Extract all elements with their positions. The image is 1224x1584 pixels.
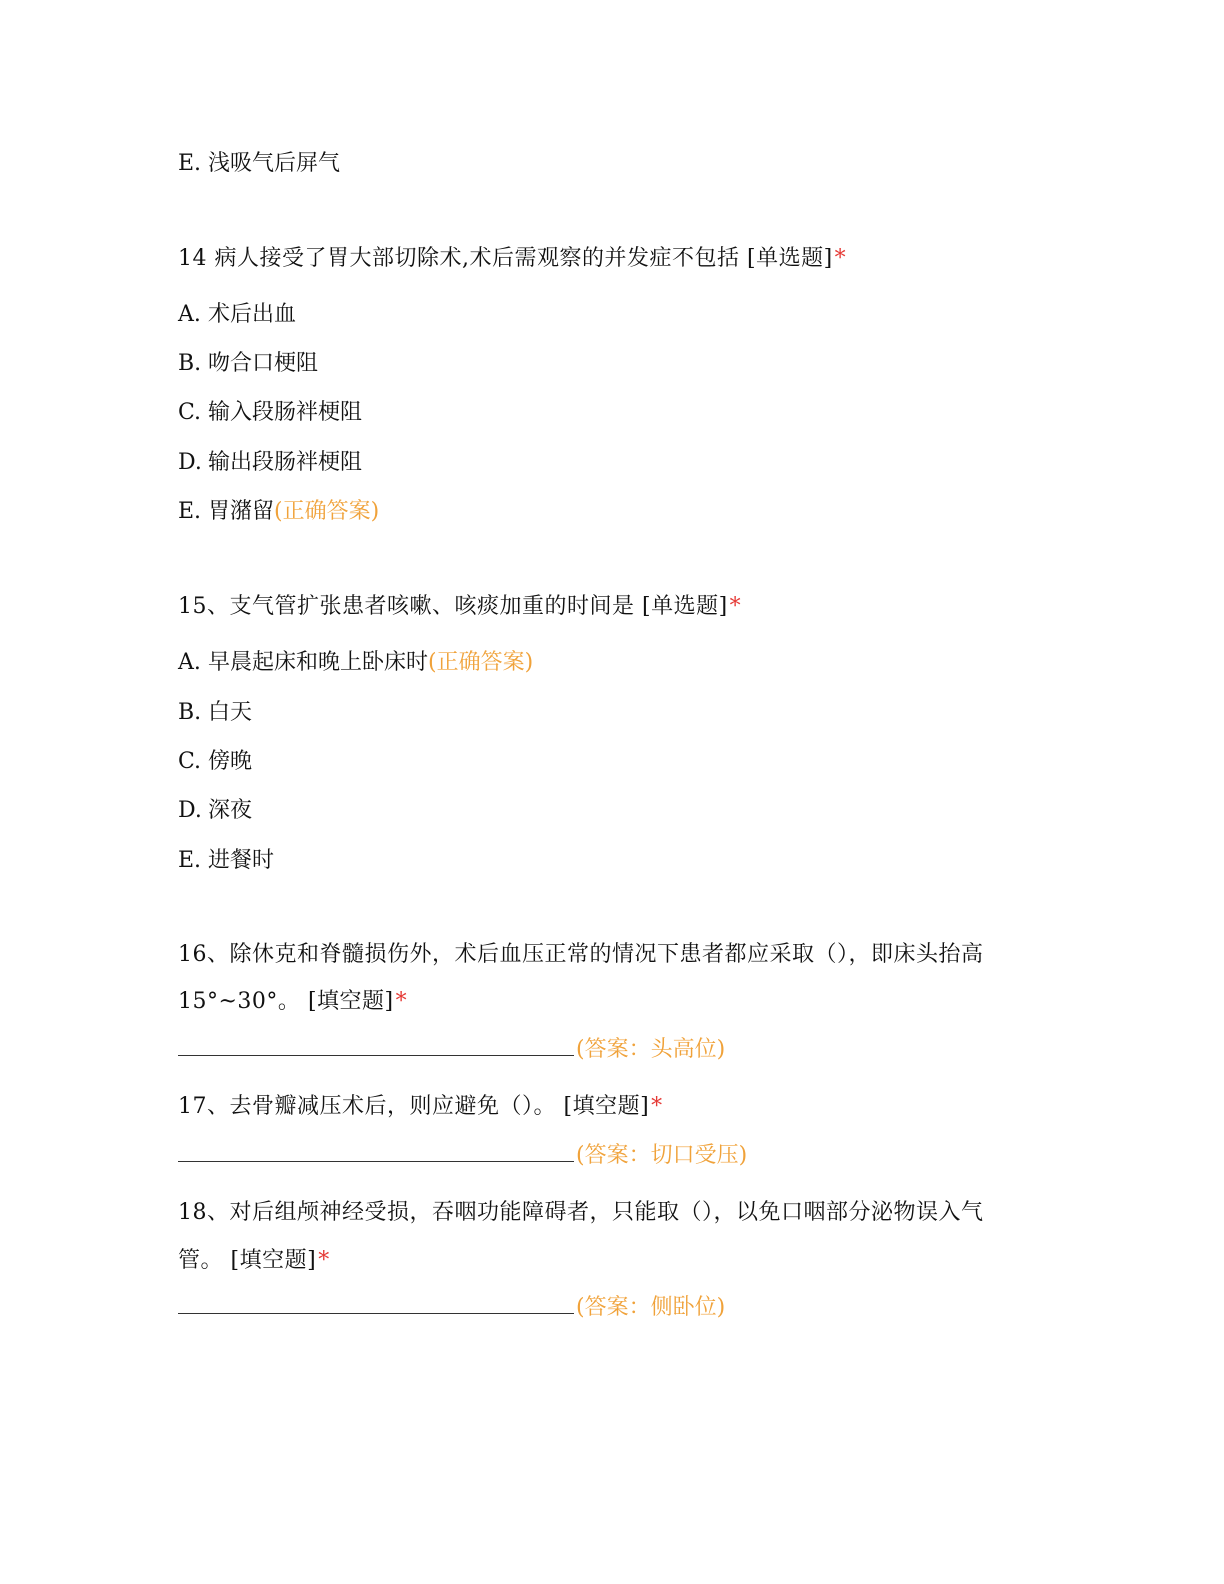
required-mark: * [318,1248,330,1273]
question-type-tag: [填空题] [230,1248,317,1273]
q15-option-a [178,648,533,678]
question-16-title-line2 [178,987,407,1017]
question-14-title [178,244,846,274]
correct-answer-tag: (正确答案) [428,650,534,675]
question-17-title [178,1092,663,1122]
q18-answer-row [178,1291,725,1323]
answer-text: (答案：侧卧位) [576,1295,726,1320]
question-15-title [178,592,741,622]
required-mark: * [834,246,847,271]
required-mark: * [729,594,742,619]
option-text: 吻合口梗阻 [208,351,319,376]
option-text: 进餐时 [208,848,275,873]
correct-answer-tag: (正确答案) [274,499,380,524]
option-text: 输入段肠袢梗阻 [208,400,363,425]
q15-option-d [178,796,252,826]
q14-option-b [178,349,318,379]
question-text: 17、去骨瓣减压术后，则应避免（）。 [178,1094,556,1119]
fill-in-blank[interactable] [178,1291,574,1314]
question-text: 18、对后组颅神经受损，吞咽功能障碍者，只能取（），以免口咽部分泌物误入气 [178,1200,984,1225]
option-text: 术后出血 [208,302,297,327]
option-prefix: D. [178,450,202,475]
option-text: 傍晚 [208,749,253,774]
q15-option-b [178,698,252,728]
question-text: 管。 [178,1248,224,1273]
q14-option-d [178,448,362,478]
option-prefix: C. [178,749,202,774]
option-text: 输出段肠袢梗阻 [208,450,363,475]
option-text: 深夜 [208,798,253,823]
option-prefix: E. [178,151,202,176]
answer-text: (答案：切口受压) [576,1143,748,1168]
option-prefix: E. [178,499,202,524]
required-mark: * [651,1094,663,1119]
question-type-tag: [填空题] [307,989,394,1014]
q15-option-e [178,846,274,876]
q15-option-c [178,747,252,777]
question-16-title-line1 [178,940,984,970]
option-text: 白天 [208,700,253,725]
q14-option-a [178,300,296,330]
option-prefix: B. [178,351,202,376]
question-type-tag: [单选题] [746,246,833,271]
question-type-tag: [填空题] [563,1094,650,1119]
question-text: 15、支气管扩张患者咳嗽、咳痰加重的时间是 [178,594,635,619]
question-18-title-line2 [178,1246,330,1276]
option-text: 浅吸气后屏气 [208,151,341,176]
q14-option-c [178,398,362,428]
option-prefix: C. [178,400,202,425]
option-prefix: D. [178,798,202,823]
q16-answer-row [178,1033,725,1065]
fill-in-blank[interactable] [178,1033,574,1056]
fill-in-blank[interactable] [178,1139,574,1162]
answer-text: (答案：头高位) [576,1037,726,1062]
option-prefix: A. [178,650,201,675]
question-text: 16、除休克和脊髓损伤外，术后血压正常的情况下患者都应采取（），即床头抬高 [178,942,984,967]
question-18-title-line1 [178,1198,984,1228]
required-mark: * [395,989,408,1014]
q14-option-e [178,497,379,527]
option-text: 早晨起床和晚上卧床时 [208,650,429,675]
option-prefix: B. [178,700,202,725]
question-text: 14 病人接受了胃大部切除术,术后需观察的并发症不包括 [178,246,740,271]
question-type-tag: [单选题] [642,594,728,619]
option-text: 胃潴留 [208,499,275,524]
prev-option-e [178,149,340,179]
option-prefix: E. [178,848,202,873]
q17-answer-row [178,1139,747,1171]
question-text: 15°~30°。 [178,989,301,1014]
option-prefix: A. [178,302,201,327]
